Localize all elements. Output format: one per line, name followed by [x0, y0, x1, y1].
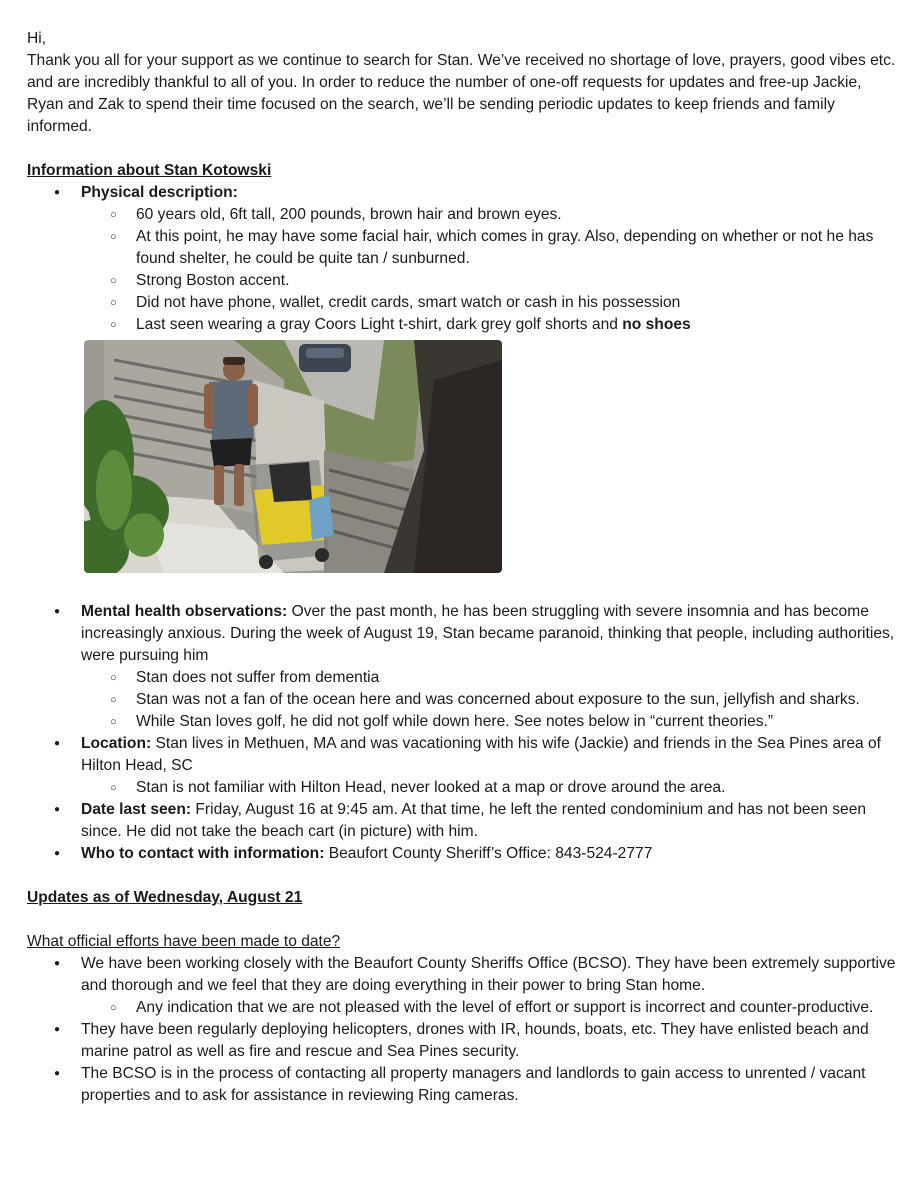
date-last-seen-item	[27, 799, 902, 843]
info-list	[27, 182, 902, 336]
greeting: Hi,	[27, 30, 47, 47]
last-seen-text: Last seen wearing a gray Coors Light t-shirt, dark grey golf shorts and	[136, 316, 623, 333]
location-label: Location:	[81, 735, 152, 752]
security-camera-photo	[84, 340, 502, 573]
location-subitem: ○ Stan is not familiar with Hilton Head, never looked at a map or drove around the area.	[27, 777, 902, 799]
last-seen-item	[27, 314, 902, 336]
update-subitem: ○ Any indication that we are not pleased with the level of effort or support is incorrect and counter-productive.	[27, 997, 902, 1019]
updates-question: What official efforts have been made to date?	[27, 933, 341, 950]
contact-item	[27, 843, 902, 865]
mental-text: Over the past month, he has been struggling with severe insomnia and has become increasingly anxious. During the week of August 19, Stan became paranoid, thinking that people, including authorities, were pursuing him	[81, 603, 895, 664]
info-heading: Information about Stan Kotowski	[27, 162, 272, 179]
physical-item: ○ At this point, he may have some facial hair, which comes in gray. Also, depending on whether or not he has found shelter, he could be quite tan / sunburned.	[27, 226, 902, 270]
photo	[84, 340, 502, 573]
mental-subitem: ○ While Stan loves golf, he did not golf while down here. See notes below in “current theories.”	[27, 711, 902, 733]
contact-label: Who to contact with information:	[81, 845, 325, 862]
location-text: Stan lives in Methuen, MA and was vacationing with his wife (Jackie) and friends in the Sea Pines area of Hilton Head, SC	[81, 735, 882, 774]
mental-health-item	[27, 601, 902, 667]
spacer	[27, 909, 902, 931]
date-text: Friday, August 16 at 9:45 am. At that time, he left the rented condominium and has not been seen since. He did not take the beach cart (in picture) with him.	[81, 801, 867, 840]
last-seen-bold: no shoes	[622, 316, 691, 333]
physical-item: ○ Did not have phone, wallet, credit cards, smart watch or cash in his possession	[27, 292, 902, 314]
spacer	[27, 865, 902, 887]
physical-description-item	[27, 182, 902, 204]
info-list-continued	[27, 601, 902, 865]
update-item: ● They have been regularly deploying helicopters, drones with IR, hounds, boats, etc. They have enlisted beach and marine patrol as well as fire and rescue and Sea Pines security.	[27, 1019, 902, 1063]
contact-text: Beaufort County Sheriff’s Office: 843-524-2777	[324, 845, 653, 862]
mental-subitem: ○ Stan was not a fan of the ocean here and was concerned about exposure to the sun, jellyfish and sharks.	[27, 689, 902, 711]
update-item: ● The BCSO is in the process of contacting all property managers and landlords to gain access to unrented / vacant properties and to ask for assistance in reviewing Ring cameras.	[27, 1063, 902, 1107]
physical-item: ○ 60 years old, 6ft tall, 200 pounds, brown hair and brown eyes.	[27, 204, 902, 226]
updates-heading: Updates as of Wednesday, August 21	[27, 889, 303, 906]
physical-item: ○ Strong Boston accent.	[27, 270, 902, 292]
mental-label: Mental health observations:	[81, 603, 288, 620]
physical-label: Physical description:	[81, 184, 238, 201]
update-item: ● We have been working closely with the Beaufort County Sheriffs Office (BCSO). They have been extremely supportive and thorough and we feel that they are doing everything in their power to bring Stan home.	[27, 953, 902, 997]
mental-subitem: ○ Stan does not suffer from dementia	[27, 667, 902, 689]
intro-paragraph: Thank you all for your support as we continue to search for Stan. We’ve received no shortage of love, prayers, good vibes etc. and are incredibly thankful to all of you. In order to reduce the number of one-off requests for updates and free-up Jackie, Ryan and Zak to spend their time focused on the search, we’ll be sending periodic updates to keep friends and family informed.	[27, 52, 896, 135]
updates-list	[27, 953, 902, 1107]
location-item	[27, 733, 902, 777]
date-label: Date last seen:	[81, 801, 192, 818]
